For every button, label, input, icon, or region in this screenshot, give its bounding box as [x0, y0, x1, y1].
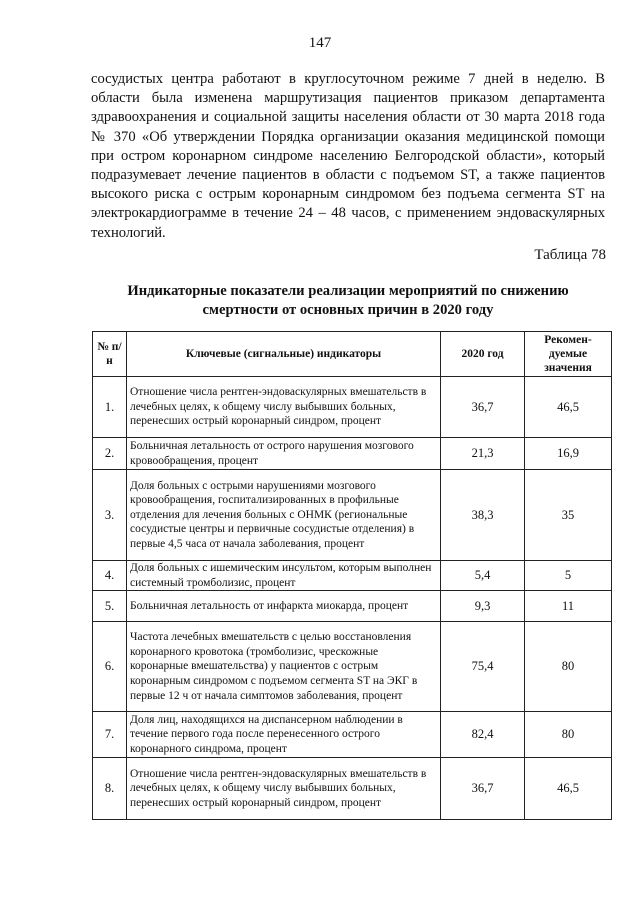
row-indicator: Отношение числа рентген-эндоваскулярных вмешательств в лечебных целях, к общему числу выбывших больных, перенесших острый коронарный синдром, процент [127, 377, 441, 438]
body-paragraph: сосудистых центра работают в круглосуточном режиме 7 дней в неделю. В области была изменена маршрутизация пациентов приказом департамента здравоохранения и социальной защиты населения области от 30 марта 2018 года № 370 «Об утверждении Порядка организации оказания медицинской помощи при остром коронарном синдроме населению Белгородской области», который подразумевает лечение пациентов в области с подъемом ST, а также пациентов высокого риска с острым коронарным синдромом без подъема сегмента ST на электрокардиограмме в течение 24 – 48 часов, с применением эндоваскулярных технологий. [91, 71, 605, 241]
row-recommended-value: 46,5 [525, 377, 612, 438]
row-indicator: Частота лечебных вмешательств с целью восстановления коронарного кровотока (тромболизис, чрескожные коронарные вмешательства) у пациентов с острым коронарным синдромом с подъемом сегмента ST на ЭКГ в первые 12 ч от начала симптомов заболевания, процент [127, 622, 441, 712]
page-number: 147 [308, 35, 332, 51]
table-label: Таблица 78 [534, 247, 606, 263]
row-num: 5. [93, 591, 127, 622]
table-row [93, 377, 612, 438]
table-row [93, 470, 612, 561]
table-row [93, 712, 612, 758]
table-row [93, 622, 612, 712]
table-row [93, 591, 612, 622]
row-indicator: Доля больных с острыми нарушениями мозгового кровообращения, госпитализированных в профильные отделения для лечения больных с ОНМК (региональные сосудистые центры и первичные сосудистые отделения) в первые 4,5 часа от начала заболевания, процент [127, 470, 441, 561]
row-year-value: 36,7 [441, 758, 525, 820]
row-recommended-value: 5 [525, 561, 612, 591]
row-num: 1. [93, 377, 127, 438]
row-year-value: 9,3 [441, 591, 525, 622]
row-num: 6. [93, 622, 127, 712]
table-row [93, 561, 612, 591]
indicators-table [92, 331, 612, 820]
row-num: 7. [93, 712, 127, 758]
row-num: 3. [93, 470, 127, 561]
table-row [93, 758, 612, 820]
header-indicator: Ключевые (сигнальные) индикаторы [127, 332, 441, 377]
row-year-value: 38,3 [441, 470, 525, 561]
row-num: 4. [93, 561, 127, 591]
row-num: 2. [93, 438, 127, 470]
row-year-value: 21,3 [441, 438, 525, 470]
row-indicator: Отношение числа рентген-эндоваскулярных вмешательств в лечебных целях, к общему числу выбывших больных, перенесших острый коронарный синдром, процент [127, 758, 441, 820]
row-year-value: 75,4 [441, 622, 525, 712]
table-header-row [93, 332, 612, 377]
row-recommended-value: 46,5 [525, 758, 612, 820]
row-year-value: 82,4 [441, 712, 525, 758]
row-year-value: 36,7 [441, 377, 525, 438]
table-row [93, 438, 612, 470]
row-recommended-value: 80 [525, 622, 612, 712]
row-year-value: 5,4 [441, 561, 525, 591]
row-recommended-value: 80 [525, 712, 612, 758]
row-indicator: Доля лиц, находящихся на диспансерном наблюдении в течение первого года после перенесенного острого коронарного синдрома, процент [127, 712, 441, 758]
row-recommended-value: 11 [525, 591, 612, 622]
row-indicator: Больничная летальность от острого нарушения мозгового кровообращения, процент [127, 438, 441, 470]
table-title: Индикаторные показатели реализации мероприятий по снижению смертности от основных причин в 2020 году [127, 283, 569, 318]
row-recommended-value: 16,9 [525, 438, 612, 470]
row-recommended-value: 35 [525, 470, 612, 561]
row-indicator: Больничная летальность от инфаркта миокарда, процент [127, 591, 441, 622]
row-indicator: Доля больных с ишемическим инсультом, которым выполнен системный тромболизис, процент [127, 561, 441, 591]
header-recommended: Рекомен-дуемые значения [525, 332, 612, 377]
header-year: 2020 год [441, 332, 525, 377]
row-num: 8. [93, 758, 127, 820]
header-num: № п/н [93, 332, 127, 377]
